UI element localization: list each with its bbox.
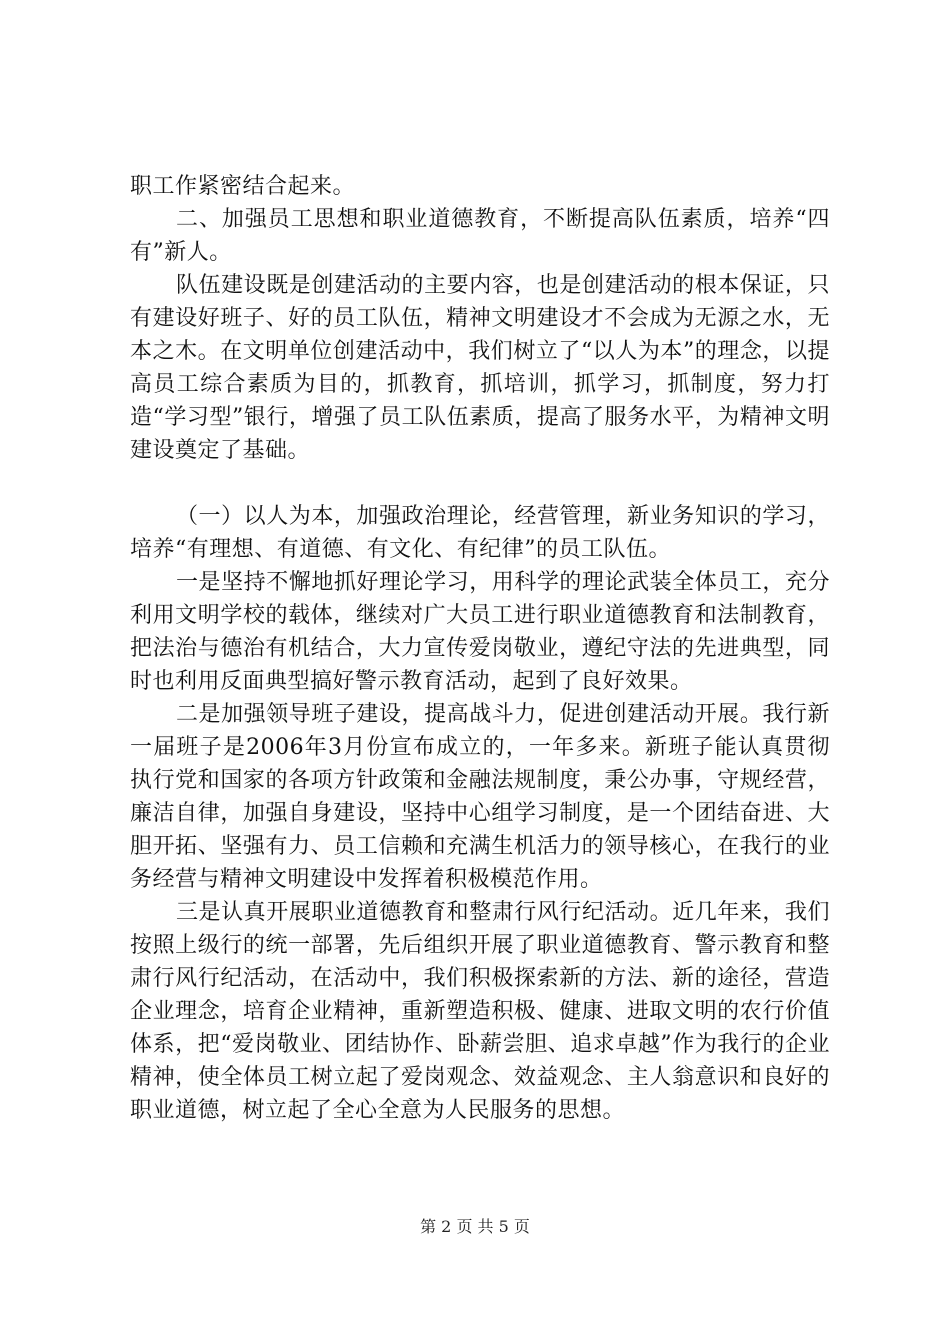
section-heading-two: 二、加强员工思想和职业道德教育，不断提高队伍素质，培养“四有”新人。	[130, 207, 830, 265]
subsection-heading-one: （一）以人为本，加强政治理论，经营管理，新业务知识的学习，培养“有理想、有道德、有文化、有纪律”的员工队伍。	[130, 504, 830, 562]
paragraph-ethics-education: 三是认真开展职业道德教育和整肃行风行纪活动。近几年来，我们按照上级行的统一部署，先后组织开展了职业道德教育、警示教育和整肃行风行纪活动，在活动中，我们积极探索新的方法、新的途径，营造企业理念，培育企业精神，重新塑造积极、健康、进取文明的农行价值体系，把“爱岗敬业、团结协作、卧薪尝胆、追求卓越”作为我行的企业精神，使全体员工树立起了爱岗观念、效益观念、主人翁意识和良好的职业道德，树立起了全心全意为人民服务的思想。	[130, 900, 830, 1123]
paragraph-team-building: 队伍建设既是创建活动的主要内容，也是创建活动的根本保证，只有建设好班子、好的员工队伍，精神文明建设才不会成为无源之水，无本之木。在文明单位创建活动中，我们树立了“以人为本”的理念，以提高员工综合素质为目的，抓教育，抓培训，抓学习，抓制度，努力打造“学习型”银行，增强了员工队伍素质，提高了服务水平，为精神文明建设奠定了基础。	[130, 273, 830, 463]
paragraph-continuation: 职工作紧密结合起来。	[130, 174, 356, 199]
paragraph-leadership: 二是加强领导班子建设，提高战斗力，促进创建活动开展。我行新一届班子是2006年3月份宣布成立的，一年多来。新班子能认真贯彻执行党和国家的各项方针政策和金融法规制度，秉公办事，守规经营，廉洁自律，加强自身建设，坚持中心组学习制度，是一个团结奋进、大胆开拓、坚强有力、员工信赖和充满生机活力的领导核心，在我行的业务经营与精神文明建设中发挥着积极模范作用。	[130, 702, 830, 892]
paragraph-theory-study: 一是坚持不懈地抓好理论学习，用科学的理论武装全体员工，充分利用文明学校的载体，继续对广大员工进行职业道德教育和法制教育，把法治与德治有机结合，大力宣传爱岗敬业，遵纪守法的先进典型，同时也利用反面典型搞好警示教育活动，起到了良好效果。	[130, 570, 830, 694]
page-number-footer: 第 2 页 共 5 页	[420, 1217, 530, 1236]
document-body	[130, 170, 830, 1127]
